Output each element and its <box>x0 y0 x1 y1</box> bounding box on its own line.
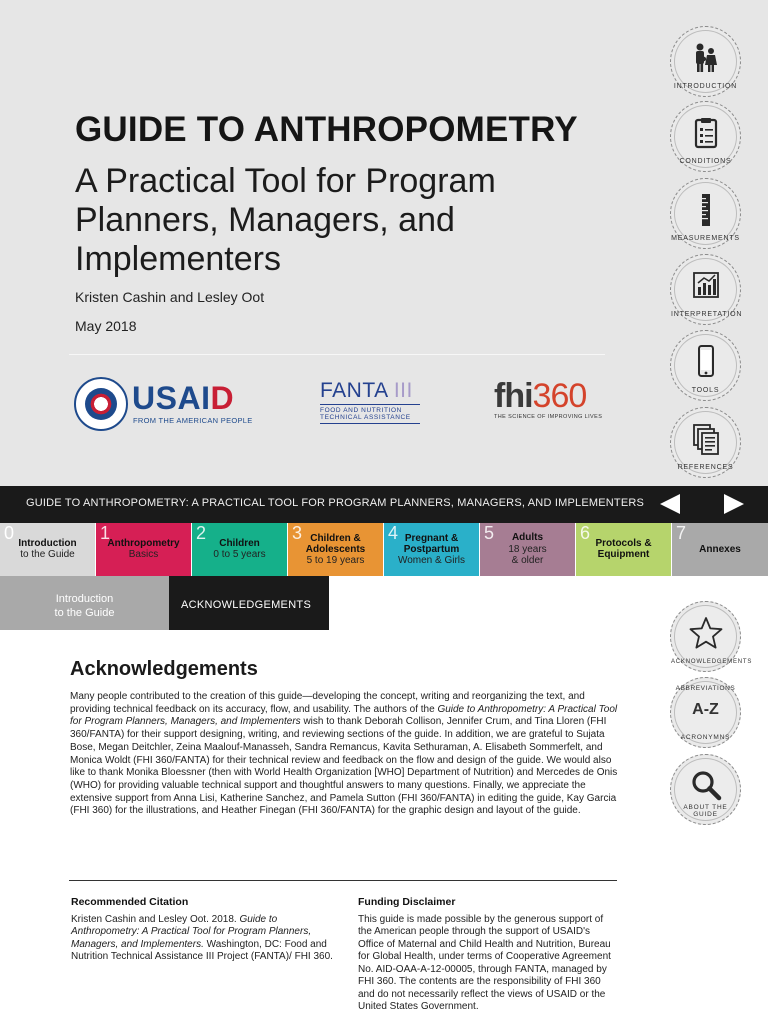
clipboard-icon <box>689 116 723 150</box>
tab-sublabel-2: & older <box>511 555 544 566</box>
a-z-icon: A-Z <box>692 701 719 718</box>
ruler-icon <box>689 193 723 227</box>
page-subtitle: A Practical Tool for Program Planners, Managers, and Implementers <box>75 162 496 278</box>
tab-label: Children <box>219 538 260 549</box>
bar-chart-icon <box>689 269 723 303</box>
tab-sublabel: 18 years <box>508 544 547 555</box>
chapter-tabs <box>0 523 768 576</box>
tab-label-2: Equipment <box>597 549 650 560</box>
usaid-seal-icon <box>74 377 128 431</box>
citation-text: Kristen Cashin and Lesley Oot. 2018. Guide to Anthropometry: A Practical Tool for Program Planners, Managers, and Implementers. Washington, DC: Food and Nutrition Technical Assistance III Project (FANTA)/ FHI 360. <box>71 913 333 962</box>
publication-date: May 2018 <box>75 318 137 334</box>
tab-label: Annexes <box>699 544 741 555</box>
tab-label: Children & <box>310 533 361 544</box>
guide-title-bar <box>0 486 768 523</box>
tab-label: Introduction <box>18 538 77 549</box>
recommended-citation <box>71 896 336 964</box>
subnav-acknowledgements[interactable] <box>169 576 329 630</box>
side-nav-introduction[interactable] <box>670 26 741 97</box>
disclaimer-text: This guide is made possible by the generous support of the American people through the support of USAID's Office of Maternal and Child Health and Nutrition, Bureau for Global Health, under terms of Cooperative Agreement No. AID-OAA-A-12-00005, through FANTA, managed by FHI 360. The contents are the responsibility of FHI 360 and do not necessarily reflect the views of USAID or the United States Government. <box>358 913 611 1012</box>
side-nav-abbreviations[interactable] <box>670 677 741 748</box>
usaid-wordmark: USAID <box>132 380 235 416</box>
tab-children-adolescents[interactable] <box>288 523 384 576</box>
side-nav-conditions[interactable] <box>670 101 741 172</box>
citation-heading: Recommended Citation <box>71 896 189 908</box>
tab-sublabel: Women & Girls <box>397 555 466 566</box>
side-nav-acknowledgements[interactable] <box>670 601 753 672</box>
tab-sublabel: 5 to 19 years <box>306 555 365 566</box>
fanta-line-1: FOOD AND NUTRITION <box>320 404 420 414</box>
tab-number: 6 <box>580 523 591 543</box>
tab-introduction[interactable] <box>0 523 96 576</box>
tab-sublabel: to the Guide <box>20 549 75 560</box>
side-nav-interpretation[interactable] <box>670 254 741 325</box>
side-nav-label: REFERENCES <box>677 464 734 471</box>
tab-sublabel: Basics <box>128 549 159 560</box>
side-nav-label: ABOUT THE GUIDE <box>683 804 728 818</box>
side-nav-label: INTRODUCTION <box>673 83 738 90</box>
phone-icon <box>689 345 723 379</box>
guide-title-bar-text: GUIDE TO ANTHROPOMETRY: A PRACTICAL TOOL FOR PROGRAM PLANNERS, MANAGERS, AND IMPLEMENTERS <box>26 497 645 509</box>
subnav-introduction[interactable] <box>0 576 169 630</box>
tab-number: 7 <box>676 523 687 543</box>
side-nav-about-the-guide[interactable] <box>670 754 741 825</box>
fanta-wordmark: FANTA III <box>320 379 413 402</box>
side-nav-references[interactable] <box>670 407 741 478</box>
authors: Kristen Cashin and Lesley Oot <box>75 289 265 305</box>
side-nav-label-bottom: ACRONYMNS <box>680 734 731 741</box>
star-icon <box>689 616 723 650</box>
fanta-logo <box>320 380 420 430</box>
usaid-tagline: FROM THE AMERICAN PEOPLE <box>133 416 253 425</box>
tab-label: Pregnant & <box>404 533 459 544</box>
side-nav-label: CONDITIONS <box>679 158 732 165</box>
usaid-logo <box>74 377 254 431</box>
divider <box>69 354 605 355</box>
side-nav-label-top: ABBREVIATIONS <box>675 685 736 692</box>
tab-annexes[interactable] <box>672 523 768 576</box>
cover-panel <box>0 0 768 486</box>
fanta-line-2: TECHNICAL ASSISTANCE <box>320 414 420 424</box>
tab-label: Adults <box>511 532 544 543</box>
subnav-acknowledgements-label: ACKNOWLEDGEMENTS <box>181 599 312 611</box>
side-nav-label: MEASUREMENTS <box>671 235 740 242</box>
section-heading: Acknowledgements <box>70 658 258 680</box>
subnav-introduction-label: Introduction to the Guide <box>54 593 115 619</box>
tab-label: Protocols & <box>595 538 652 549</box>
funding-disclaimer <box>358 896 614 1014</box>
side-nav-label: INTERPRETATION <box>671 311 743 318</box>
tab-label-2: Adolescents <box>305 544 366 555</box>
tab-number: 1 <box>100 523 111 543</box>
fhi360-logo <box>494 378 609 428</box>
fhi360-wordmark: fhi360 <box>494 377 587 415</box>
side-nav-label: ACKNOWLEDGEMENTS <box>671 659 753 665</box>
tab-label-2: Postpartum <box>403 544 460 555</box>
tab-number: 2 <box>196 523 207 543</box>
documents-icon <box>689 422 723 456</box>
disclaimer-heading: Funding Disclaimer <box>358 896 456 908</box>
tab-children[interactable] <box>192 523 288 576</box>
tab-protocols-equipment[interactable] <box>576 523 672 576</box>
tab-number: 3 <box>292 523 303 543</box>
previous-page-icon[interactable] <box>658 493 682 515</box>
tab-number: 4 <box>388 523 399 543</box>
side-nav-label: TOOLS <box>691 387 720 394</box>
tab-anthropometry-basics[interactable] <box>96 523 192 576</box>
magnifier-icon <box>689 769 723 803</box>
tab-label: Anthropometry <box>107 538 180 549</box>
family-icon <box>689 41 723 75</box>
divider <box>69 880 617 881</box>
tab-number: 5 <box>484 523 495 543</box>
tab-adults[interactable] <box>480 523 576 576</box>
fhi360-tagline: THE SCIENCE OF IMPROVING LIVES <box>494 414 603 420</box>
acknowledgements-body: Many people contributed to the creation of this guide—developing the concept, writing and reorganizing the text, and providing technical feedback on its accuracy, flow, and usability. The authors of the Guide to Anthropometry: A Practical Tool for Program Planners, Managers, and Implementers wish to thank Deborah Collison, Jennifer Crum, and Tina Lloren (FHI 360/FANTA) for their support designing, writing, and reviewing sections of the guide. In addition, we are grateful to Sujata Bose, Megan Deitchler, Zeina Maalouf-Manasseh, Sandra Remancus, Kavita Sethuraman, A. Elisabeth Sommerfelt, and Monica Woldt (FHI 360/FANTA) for their technical review and feedback on the flow and design of the guide. We would also like to thank Monika Bloessner (then with World Health Organization [WHO] Department of Nutrition) and Mercedes de Onis (WHO) for providing valuable technical support and thoughtful answers to many questions. Finally, we appreciate the extensive support from Anna Lisi, Katherine Sanchez, and Pamela Sutton (FHI 360/FANTA) in editing the guide, Kay Garcia (FHI 360) for the illustrations, and Heather Finegan (FHI 360/FANTA) for the graphic design and layout of the guide. <box>70 691 618 817</box>
tab-number: 0 <box>4 523 15 543</box>
side-nav-measurements[interactable] <box>670 178 741 249</box>
page-title: GUIDE TO ANTHROPOMETRY <box>75 110 578 149</box>
tab-sublabel: 0 to 5 years <box>213 549 266 560</box>
next-page-icon[interactable] <box>722 493 746 515</box>
side-nav-tools[interactable] <box>670 330 741 401</box>
tab-pregnant-postpartum[interactable] <box>384 523 480 576</box>
